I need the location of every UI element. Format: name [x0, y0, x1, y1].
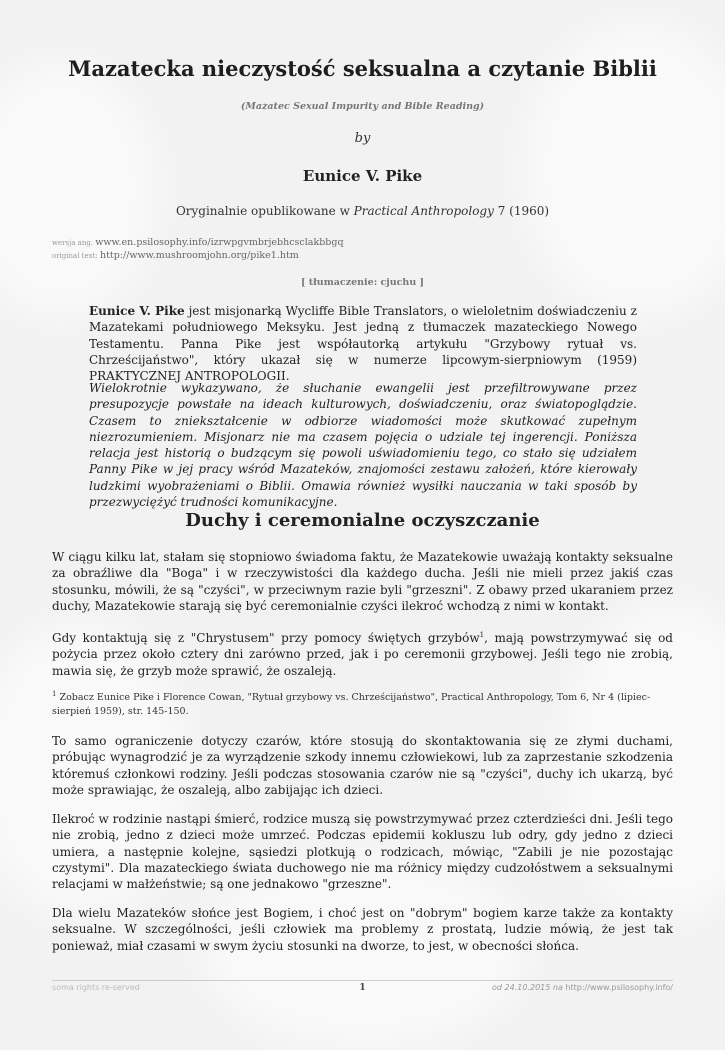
p2-text-b: , mają powstrzymywać się od pożycia przez około cztery dni zarówno przed, jak i po ceremonii grzybowej. Jeśli tego nie zrobią, mawia się, że grzyb może sprawić, że oszaleją. — [52, 631, 673, 678]
orig-url-link[interactable]: http://www.mushroomjohn.org/pike1.htm — [99, 250, 299, 261]
footer-rights: soma rights re-served — [52, 983, 140, 992]
orig-label: original text: — [52, 252, 98, 260]
p2-text-a: Gdy kontaktują się z "Chrystusem" przy pomocy świętych grzybów — [52, 631, 480, 645]
original-text-source — [52, 250, 299, 261]
footnote-text: Zobacz Eunice Pike i Florence Cowan, "Rytuał grzybowy vs. Chrześcijaństwo", Practical Anthropology, Tom 6, Nr 4 (lipiec-sierpień 1959), str. 145-150. — [52, 692, 651, 718]
orig-prefix: Oryginalnie opublikowane w — [175, 204, 354, 218]
page-number: 1 — [359, 983, 366, 993]
author-name: Eunice V. Pike — [302, 167, 423, 185]
intro-author: Eunice V. Pike — [89, 304, 185, 318]
intro-italic-paragraph: Wielokrotnie wykazywano, że słuchanie ewangelii jest przefiltrowywane przez presupozycje powstałe na ideach kulturowych, doświadczeniu, oraz światopoglądzie. Czasem to zniekształcenie w odbiorze wiadomości może skutkować zupełnym niezrozumieniem. Misjonarz nie ma czasem pojęcia o udziale tej ingerencji. Poniższa relacja jest historią o budzącym się powoli uświadomieniu tego, co stało się udziałem Panny Pike w jej pracy wśród Mazateków, znajomości zestawu założeń, które kierowały ludzkimi wyobrażeniami o Biblii. Omawia również wysiłki nauczania w taki sposób by przezwyciężyć trudności komunikacyjne. — [89, 381, 637, 510]
paragraph-5: Dla wielu Mazateków słońce jest Bogiem, i choć jest on "dobrym" bogiem karze także za kontakty seksualne. W szczególności, jeśli człowiek ma problemy z prostatą, ludzie mówią, że jest tak ponieważ, miał czasami w swym życiu stosunki na dworze, to jest, w obecności słońca. — [52, 906, 673, 953]
english-version-source — [52, 237, 344, 248]
paragraph-4: Ilekroć w rodzinie nastąpi śmierć, rodzice muszą się powstrzymywać przez czterdzieści dni. Jeśli tego nie zrobią, jedno z dzieci może umrzeć. Podczas epidemii kokluszu lub odry, gdy jedno z dzieci umiera, a następnie kolejne, sąsiedzi plotkują o rodzicach, mówiąc, "Zabili je nie pozostając czystymi". Dla mazateckiego świata duchowego nie ma różnicy między cudzołóstwem a seksualnymi relacjami w małżeństwie; są one jednakowo "grzeszne". — [52, 812, 673, 892]
document-subtitle: (Mazatec Sexual Impurity and Bible Reading) — [240, 101, 485, 112]
paragraph-1: W ciągu kilku lat, stałam się stopniowo świadoma faktu, że Mazatekowie uważają kontakty seksualne za obraźliwe dla "Boga" i w rzeczywistości dla każdego ducha. Jeśli nie mieli przez jakiś czas stosunku, mówili, że są "czyści", w przeciwnym razie byli "grzeszni". Z obawy przed ukaraniem przez duchy, Mazatekowie starają się być ceremonialnie czyści ilekroć wchodzą z nimi w kontakt. — [52, 550, 673, 613]
document-title: Mazatecka nieczystość seksualna a czytanie Biblii — [68, 56, 657, 81]
orig-journal: Practical Anthropology — [353, 204, 494, 218]
intro-text: jest misjonarką Wycliffe Bible Translators, o wieloletnim doświadczeniu z Mazatekami południowego Meksyku. Jest jedną z tłumaczek mazateckiego Nowego Testamentu. Panna Pike jest współautorką artykułu "Grzybowy rytuał vs. Chrześcijaństwo", który ukazał się w numerze lipcowym-sierpniowym (1959) PRAKTYCZNEJ ANTROPOLOGII. — [89, 304, 637, 384]
orig-suffix: 7 (1960) — [493, 204, 550, 218]
intro-paragraph — [89, 303, 637, 384]
translator-credit: [ tłumaczenie: cjuchu ] — [300, 277, 425, 288]
footer-url-link[interactable]: http://www.psilosophy.info/ — [562, 983, 673, 992]
paragraph-3: To samo ograniczenie dotyczy czarów, które stosują do skontaktowania się ze złymi duchami, próbując wynagrodzić je za wyrządzenie szkody innemu człowiekowi, lub za zaprzestanie szkodzenia któremuś członkowi rodziny. Jeśli podczas stosowania czarów nie są "czyści", duchy ich ukarzą, być może sprawiając, że oszaleją, albo zabijając ich dzieci. — [52, 734, 673, 797]
eng-url-link[interactable]: www.en.psilosophy.info/izrwpgvmbrjebhcsclakbbgq — [95, 237, 344, 248]
footnote-number: 1 — [52, 690, 57, 698]
footer-date: od 24.10.2015 na — [492, 983, 563, 992]
original-publication — [0, 204, 725, 218]
footnote — [52, 687, 673, 719]
eng-label: wersja ang. — [52, 239, 94, 247]
footnote-ref[interactable]: 1 — [479, 631, 485, 639]
footer-divider — [52, 980, 673, 981]
paragraph-2 — [52, 627, 673, 679]
by-line: by — [354, 131, 371, 146]
section-heading: Duchy i ceremonialne oczyszczanie — [185, 510, 540, 531]
footer-source — [492, 983, 673, 992]
